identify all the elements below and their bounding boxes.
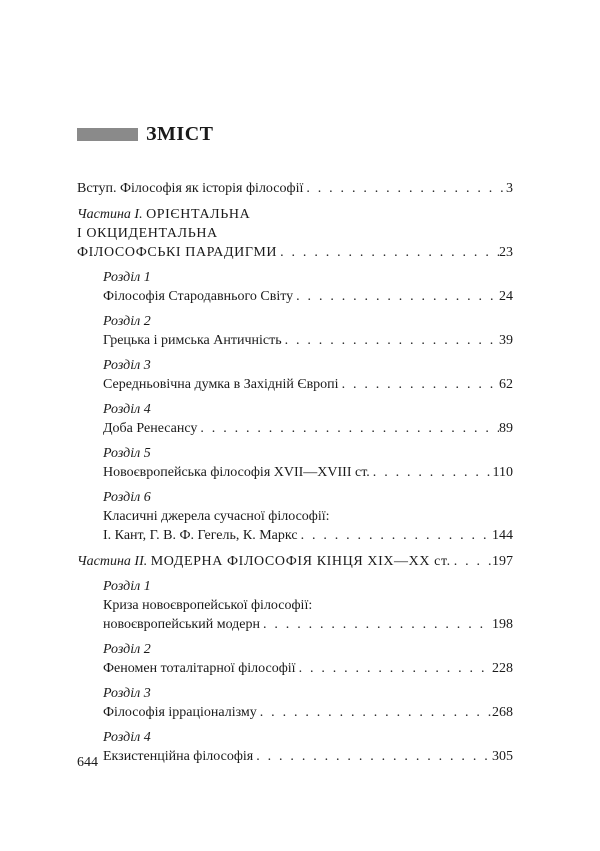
section-page: 89 (499, 421, 513, 436)
section-label: Розділ 5 (103, 446, 151, 461)
section-title-line-2: новоєвропейський модерн (103, 617, 260, 632)
leader-dots (451, 552, 492, 571)
section-label: Розділ 2 (103, 642, 151, 657)
section-label: Розділ 6 (103, 490, 151, 505)
toc-section[interactable] (103, 640, 513, 678)
leader-dots (293, 287, 499, 306)
part-page: 23 (499, 245, 513, 260)
section-title: Новоєвропейська філософія XVII—XVIII ст. (103, 465, 370, 480)
leader-dots (339, 375, 499, 394)
leader-dots (260, 615, 492, 634)
part-page: 197 (492, 554, 513, 569)
part-title-line-3: ФІЛОСОФСЬКІ ПАРАДИГМИ (77, 245, 278, 260)
section-page: 39 (499, 333, 513, 348)
toc-section[interactable] (103, 488, 513, 545)
section-page: 198 (492, 617, 513, 632)
leader-dots (277, 243, 499, 262)
leader-dots (298, 526, 492, 545)
leader-dots (296, 659, 492, 678)
section-title: Середньовічна думка в Західній Європі (103, 377, 339, 392)
section-label: Розділ 1 (103, 270, 151, 285)
leader-dots (303, 179, 506, 198)
entry-page: 3 (506, 181, 513, 196)
section-page: 144 (492, 528, 513, 543)
section-title: Філософія ірраціоналізму (103, 705, 257, 720)
page-number: 644 (77, 755, 98, 770)
leader-dots (282, 331, 499, 350)
toc-section[interactable] (103, 577, 513, 634)
toc-section[interactable] (103, 400, 513, 438)
section-title-line-1: Криза новоєвропейської філософії: (103, 598, 313, 613)
section-page: 62 (499, 377, 513, 392)
leader-dots (257, 703, 492, 722)
section-page: 268 (492, 705, 513, 720)
toc-entry-intro[interactable] (77, 179, 513, 198)
section-title: Філософія Стародавнього Світу (103, 289, 294, 304)
section-label: Розділ 1 (103, 579, 151, 594)
section-label: Розділ 3 (103, 686, 151, 701)
section-title: Феномен тоталітарної філософії (103, 661, 296, 676)
heading-bar (77, 128, 138, 141)
part-label: Частина І. (77, 207, 143, 222)
section-title-line-2: І. Кант, Г. В. Ф. Гегель, К. Маркс (103, 528, 298, 543)
section-label: Розділ 4 (103, 730, 151, 745)
toc-section[interactable] (103, 684, 513, 722)
leader-dots (370, 463, 493, 482)
table-of-contents (77, 179, 513, 766)
toc-section[interactable] (103, 728, 513, 766)
toc-section[interactable] (103, 356, 513, 394)
toc-title: ЗМІСТ (146, 122, 214, 145)
toc-part-2[interactable] (77, 552, 513, 571)
toc-section[interactable] (103, 268, 513, 306)
section-label: Розділ 3 (103, 358, 151, 373)
part-label: Частина ІІ. (77, 554, 148, 569)
section-title-line-1: Класичні джерела сучасної філософії: (103, 509, 330, 524)
section-page: 110 (492, 465, 513, 480)
section-page: 24 (499, 289, 513, 304)
section-label: Розділ 4 (103, 402, 151, 417)
toc-part-1[interactable] (77, 205, 513, 262)
section-page: 305 (492, 749, 513, 764)
part-title-line-1: ОРІЄНТАЛЬНА (146, 207, 251, 222)
entry-title: Вступ. Філософія як історія філософії (77, 181, 304, 196)
leader-dots (253, 747, 492, 766)
section-title: Доба Ренесансу (103, 421, 198, 436)
section-title: Грецька і римська Античність (103, 333, 282, 348)
toc-section[interactable] (103, 444, 513, 482)
section-label: Розділ 2 (103, 314, 151, 329)
section-page: 228 (492, 661, 513, 676)
leader-dots (197, 419, 499, 438)
section-title: Екзистенційна філософія (103, 749, 254, 764)
part-title-line-2: І ОКЦИДЕНТАЛЬНА (77, 226, 218, 241)
toc-heading (77, 123, 214, 145)
part-title: МОДЕРНА ФІЛОСОФІЯ КІНЦЯ XIX—XX ст. (150, 554, 451, 569)
toc-section[interactable] (103, 312, 513, 350)
